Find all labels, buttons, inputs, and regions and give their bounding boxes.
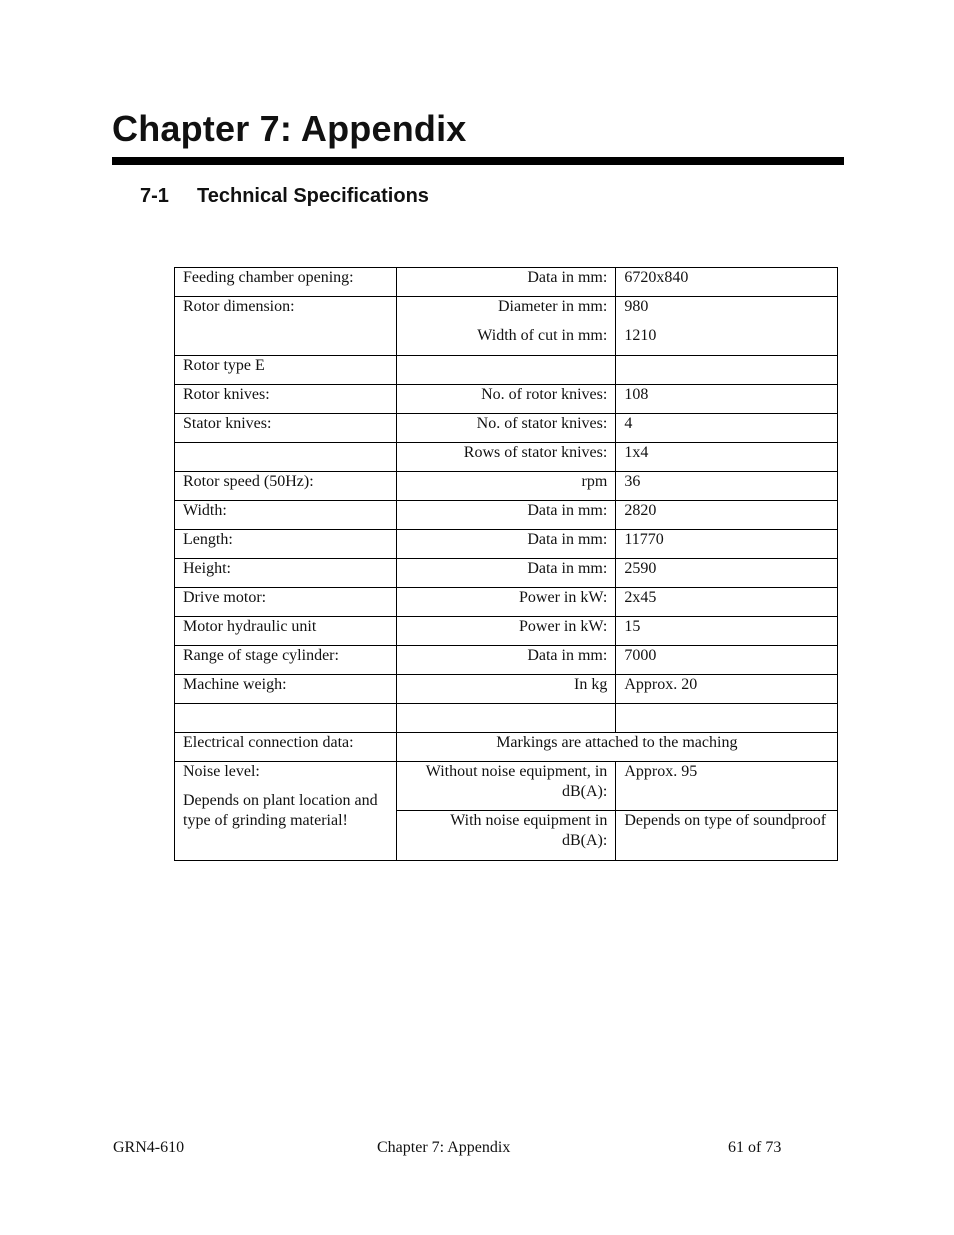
noise-note: Depends on plant location and type of grinding material! [183, 792, 378, 829]
section-title: Technical Specifications [197, 185, 429, 207]
row-value-stack [616, 297, 838, 356]
table-row [175, 530, 838, 559]
row-label: Height: [175, 559, 397, 588]
row-value: 1210 [624, 327, 657, 344]
row-value: 6720x840 [616, 268, 838, 297]
row-label: Range of stage cylinder: [175, 646, 397, 675]
row-unit: Without noise equipment, in dB(A): [396, 762, 616, 811]
row-unit: No. of rotor knives: [396, 385, 616, 414]
table-row [175, 472, 838, 501]
row-unit: With noise equipment in dB(A): [396, 811, 616, 861]
row-value: 4 [616, 414, 838, 443]
row-unit: Width of cut in mm: [477, 327, 608, 344]
table-row [175, 356, 838, 385]
noise-label-cell [175, 762, 397, 861]
row-label: Stator knives: [175, 414, 397, 443]
row-value: 980 [624, 298, 649, 315]
row-unit: Rows of stator knives: [396, 443, 616, 472]
table-row [175, 762, 838, 811]
chapter-title: Chapter 7: Appendix [112, 108, 467, 149]
row-unit [396, 356, 616, 385]
row-label: Width: [175, 501, 397, 530]
table-row [175, 501, 838, 530]
row-label: Drive motor: [175, 588, 397, 617]
row-unit: Power in kW: [396, 617, 616, 646]
row-value: Approx. 95 [616, 762, 838, 811]
row-value: 2x45 [616, 588, 838, 617]
table-row [175, 268, 838, 297]
row-unit: Power in kW: [396, 588, 616, 617]
section-number: 7-1 [140, 185, 169, 207]
footer-document-id: GRN4-610 [113, 1139, 185, 1156]
row-label: Length: [175, 530, 397, 559]
table-row [175, 559, 838, 588]
row-value [616, 704, 838, 733]
row-unit: Data in mm: [396, 530, 616, 559]
row-label: Feeding chamber opening: [175, 268, 397, 297]
footer-page-number: 61 of 73 [728, 1139, 782, 1156]
table-row [175, 733, 838, 762]
row-label: Machine weigh: [175, 675, 397, 704]
row-unit-stack [396, 297, 616, 356]
row-value: 1x4 [616, 443, 838, 472]
table-row [175, 414, 838, 443]
noise-label: Noise level: [183, 763, 260, 780]
table-row [175, 704, 838, 733]
chapter-rule [112, 157, 844, 165]
row-label [175, 443, 397, 472]
row-label: Motor hydraulic unit [175, 617, 397, 646]
row-value: 2820 [616, 501, 838, 530]
row-unit: rpm [396, 472, 616, 501]
table-row [175, 297, 838, 356]
row-unit: Data in mm: [396, 501, 616, 530]
footer-chapter: Chapter 7: Appendix [377, 1139, 511, 1156]
row-value: Depends on type of soundproof [616, 811, 838, 861]
row-label: Rotor type E [175, 356, 397, 385]
row-value: 15 [616, 617, 838, 646]
row-value: 7000 [616, 646, 838, 675]
electrical-label: Electrical connection data: [175, 733, 397, 762]
row-unit: Data in mm: [396, 646, 616, 675]
row-unit: In kg [396, 675, 616, 704]
row-label: Rotor speed (50Hz): [175, 472, 397, 501]
row-value [616, 356, 838, 385]
row-unit: Data in mm: [396, 268, 616, 297]
row-value: Approx. 20 [616, 675, 838, 704]
table-row [175, 443, 838, 472]
row-unit: No. of stator knives: [396, 414, 616, 443]
specifications-table [174, 267, 838, 861]
row-label [175, 704, 397, 733]
row-unit: Data in mm: [396, 559, 616, 588]
table-row [175, 385, 838, 414]
row-value: 11770 [616, 530, 838, 559]
row-label: Rotor knives: [175, 385, 397, 414]
table-row [175, 675, 838, 704]
table-row [175, 588, 838, 617]
section-heading [140, 185, 429, 208]
table-row [175, 646, 838, 675]
row-value: 36 [616, 472, 838, 501]
row-value: 108 [616, 385, 838, 414]
row-label: Rotor dimension: [175, 297, 397, 356]
table-row [175, 617, 838, 646]
row-unit: Diameter in mm: [498, 298, 608, 315]
row-value: 2590 [616, 559, 838, 588]
electrical-value: Markings are attached to the maching [396, 733, 837, 762]
row-unit [396, 704, 616, 733]
